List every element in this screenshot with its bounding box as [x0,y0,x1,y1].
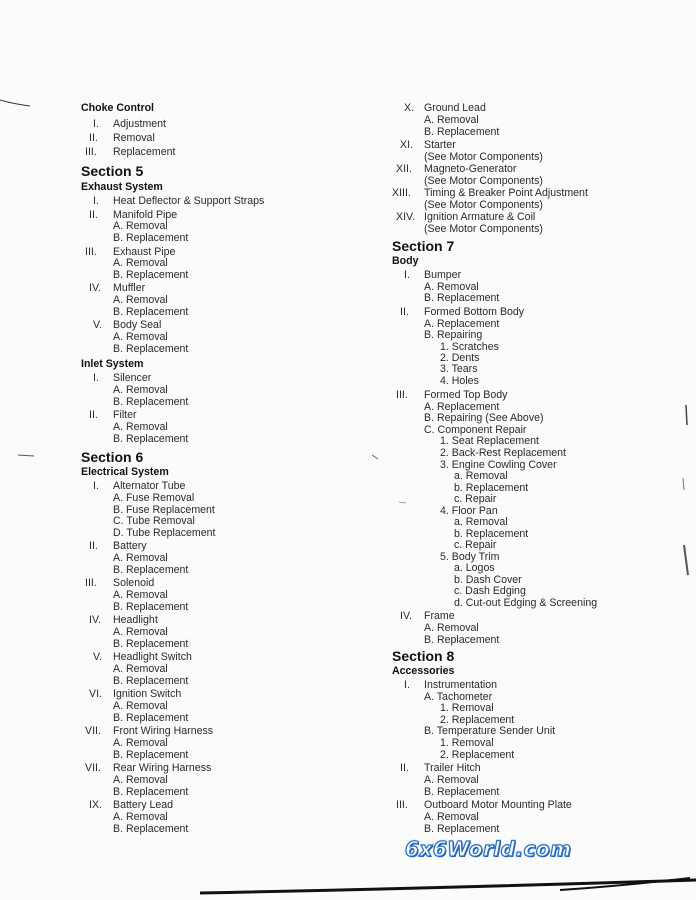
toc-item-label: Battery [113,540,147,552]
toc-subitem: B. Replacement [113,712,189,724]
roman-numeral: I. [404,269,410,281]
toc-subitem: (See Motor Components) [424,151,543,163]
toc-subitem: A. Removal [113,220,168,232]
toc-subitem: B. Replacement [113,749,189,761]
toc-item-label: Replacement [113,146,176,158]
subsection-heading: Accessories [392,665,455,677]
toc-subitem: B. Replacement [424,292,500,304]
toc-item-label: Adjustment [113,118,166,130]
toc-item-label: Bumper [424,269,462,281]
subsection-heading: Body [392,255,419,267]
toc-subitem: A. Removal [424,622,479,634]
toc-subitem: A. Fuse Removal [113,492,195,504]
toc-subitem: A. Removal [113,626,168,638]
section-heading: Section 5 [81,163,144,179]
toc-subitem: B. Replacement [113,564,189,576]
section-heading: Section 7 [392,238,455,254]
toc-subitem-lettered: c. Repair [454,493,497,505]
toc-subitem: B. Replacement [424,634,500,646]
toc-subitem-numbered: 4. Holes [440,375,479,387]
toc-subitem: A. Removal [113,663,168,675]
toc-item-label: Heat Deflector & Support Straps [113,195,265,207]
toc-subitem-lettered: b. Replacement [454,528,529,540]
toc-subitem-numbered: 2. Dents [440,352,480,364]
toc-subitem: B. Replacement [113,786,189,798]
toc-subitem: B. Replacement [113,433,189,445]
roman-numeral: I. [93,195,99,207]
toc-item-label: Front Wiring Harness [113,725,214,737]
toc-subitem: A. Removal [424,774,479,786]
roman-numeral: III. [85,577,97,589]
toc-subitem-numbered: 2. Replacement [440,714,515,726]
toc-subitem: A. Removal [113,331,168,343]
toc-item-label: Muffler [113,282,146,294]
toc-subitem: B. Fuse Replacement [113,504,215,516]
toc-subitem: C. Component Repair [424,424,527,436]
roman-numeral: V. [93,651,103,663]
toc-item-label: Headlight Switch [113,651,192,663]
toc-subitem: B. Temperature Sender Unit [424,725,556,737]
toc-subitem: B. Replacement [113,396,189,408]
roman-numeral: IV. [400,610,412,622]
roman-numeral: II. [89,540,98,552]
toc-subitem: B. Replacement [113,823,189,835]
roman-numeral: I. [93,118,99,130]
toc-subitem: A. Removal [113,294,168,306]
toc-item-label: Magneto-Generator [424,163,517,175]
toc-subitem-lettered: b. Replacement [454,482,529,494]
toc-subitem-numbered: 4. Floor Pan [440,505,498,517]
toc-subitem: B. Replacement [424,823,500,835]
toc-item-label: Trailer Hitch [424,762,481,774]
toc-item-label: Body Seal [113,319,162,331]
roman-numeral: II. [89,409,98,421]
toc-item-label: Formed Top Body [424,389,508,401]
toc-item-label: Timing & Breaker Point Adjustment [424,187,588,199]
roman-numeral: II. [89,209,98,221]
toc-subitem-numbered: 3. Tears [440,363,478,375]
roman-numeral: IX. [89,799,102,811]
toc-subitem: A. Removal [424,811,479,823]
toc-item-label: Manifold Pipe [113,209,178,221]
toc-subitem: A. Tachometer [424,691,493,703]
toc-item-label: Frame [424,610,455,622]
toc-subitem: A. Removal [424,114,479,126]
roman-numeral: I. [404,679,410,691]
roman-numeral: II. [400,306,409,318]
roman-numeral: XIII. [392,187,411,199]
subsection-heading: Inlet System [81,358,144,370]
toc-item-label: Ignition Armature & Coil [424,211,536,223]
toc-subitem-numbered: 1. Seat Replacement [440,435,539,447]
roman-numeral: III. [396,799,408,811]
toc-subitem: B. Replacement [424,786,500,798]
toc-item-label: Removal [113,132,155,144]
toc-subitem: D. Tube Replacement [113,527,216,539]
subsection-heading: Electrical System [81,466,169,478]
roman-numeral: X. [404,102,415,114]
roman-numeral: III. [396,389,408,401]
roman-numeral: III. [85,246,97,258]
toc-item-label: Ground Lead [424,102,486,114]
toc-subitem-numbered: 2. Back-Rest Replacement [440,447,567,459]
roman-numeral: IV. [89,614,101,626]
toc-subitem: B. Replacement [113,638,189,650]
roman-numeral: IV. [89,282,101,294]
toc-subitem: (See Motor Components) [424,199,543,211]
toc-subitem: A. Removal [113,552,168,564]
roman-numeral: II. [400,762,409,774]
toc-item-label: Filter [113,409,137,421]
toc-subitem: A. Replacement [424,401,500,413]
toc-subitem-lettered: a. Removal [454,516,508,528]
roman-numeral: VII. [85,725,101,737]
toc-item-label: Rear Wiring Harness [113,762,212,774]
roman-numeral: VII. [85,762,101,774]
toc-subitem: B. Replacement [113,601,189,613]
toc-subitem-lettered: c. Repair [454,539,497,551]
toc-subitem: B. Repairing (See Above) [424,412,544,424]
toc-item-label: Ignition Switch [113,688,182,700]
toc-subitem: A. Replacement [424,318,500,330]
toc-subitem: B. Repairing [424,329,483,341]
toc-subitem: B. Replacement [113,675,189,687]
toc-item-label: Formed Bottom Body [424,306,525,318]
toc-item-label: Outboard Motor Mounting Plate [424,799,572,811]
subsection-heading: Choke Control [81,102,154,114]
toc-item-label: Instrumentation [424,679,498,691]
section-heading: Section 6 [81,449,144,465]
toc-item-label: Headlight [113,614,158,626]
toc-subitem: (See Motor Components) [424,175,543,187]
toc-subitem: B. Replacement [113,343,189,355]
toc-item-label: Silencer [113,372,152,384]
toc-subitem: A. Removal [113,737,168,749]
toc-item-label: Exhaust Pipe [113,246,176,258]
toc-item-label: Starter [424,139,456,151]
toc-subitem: A. Removal [113,700,168,712]
roman-numeral: I. [93,480,99,492]
toc-item-label: Solenoid [113,577,155,589]
roman-numeral: XII. [396,163,412,175]
toc-item-label: Alternator Tube [113,480,186,492]
roman-numeral: XIV. [396,211,416,223]
subsection-heading: Exhaust System [81,181,163,193]
toc-subitem-lettered: a. Logos [454,562,495,574]
toc-subitem: A. Removal [113,384,168,396]
toc-subitem: A. Removal [113,589,168,601]
toc-subitem-numbered: 1. Scratches [440,341,499,353]
roman-numeral: I. [93,372,99,384]
toc-subitem: A. Removal [113,257,168,269]
toc-subitem: B. Replacement [113,306,189,318]
roman-numeral: II. [89,132,98,144]
roman-numeral: V. [93,319,103,331]
toc-subitem-lettered: c. Dash Edging [454,585,526,597]
toc-subitem-lettered: d. Cut-out Edging & Screening [454,597,598,609]
roman-numeral: XI. [400,139,413,151]
toc-subitem: A. Removal [424,281,479,293]
toc-subitem-numbered: 5. Body Trim [440,551,500,563]
roman-numeral: VI. [89,688,102,700]
toc-subitem: (See Motor Components) [424,223,543,235]
toc-subitem: B. Replacement [113,232,189,244]
toc-item-label: Battery Lead [113,799,174,811]
toc-subitem: B. Replacement [113,269,189,281]
roman-numeral: III. [85,146,97,158]
toc-subitem: B. Replacement [424,126,500,138]
watermark-logo: 6x6World.com [405,837,572,861]
toc-subitem: A. Removal [113,811,168,823]
section-heading: Section 8 [392,648,455,664]
toc-subitem-lettered: a. Removal [454,470,508,482]
toc-subitem: A. Removal [113,421,168,433]
toc-subitem: A. Removal [113,774,168,786]
toc-subitem: C. Tube Removal [113,515,195,527]
toc-subitem-numbered: 3. Engine Cowling Cover [440,459,557,471]
toc-subitem-numbered: 2. Replacement [440,749,515,761]
toc-subitem-lettered: b. Dash Cover [454,574,522,586]
toc-subitem-numbered: 1. Removal [440,737,494,749]
toc-subitem-numbered: 1. Removal [440,702,494,714]
